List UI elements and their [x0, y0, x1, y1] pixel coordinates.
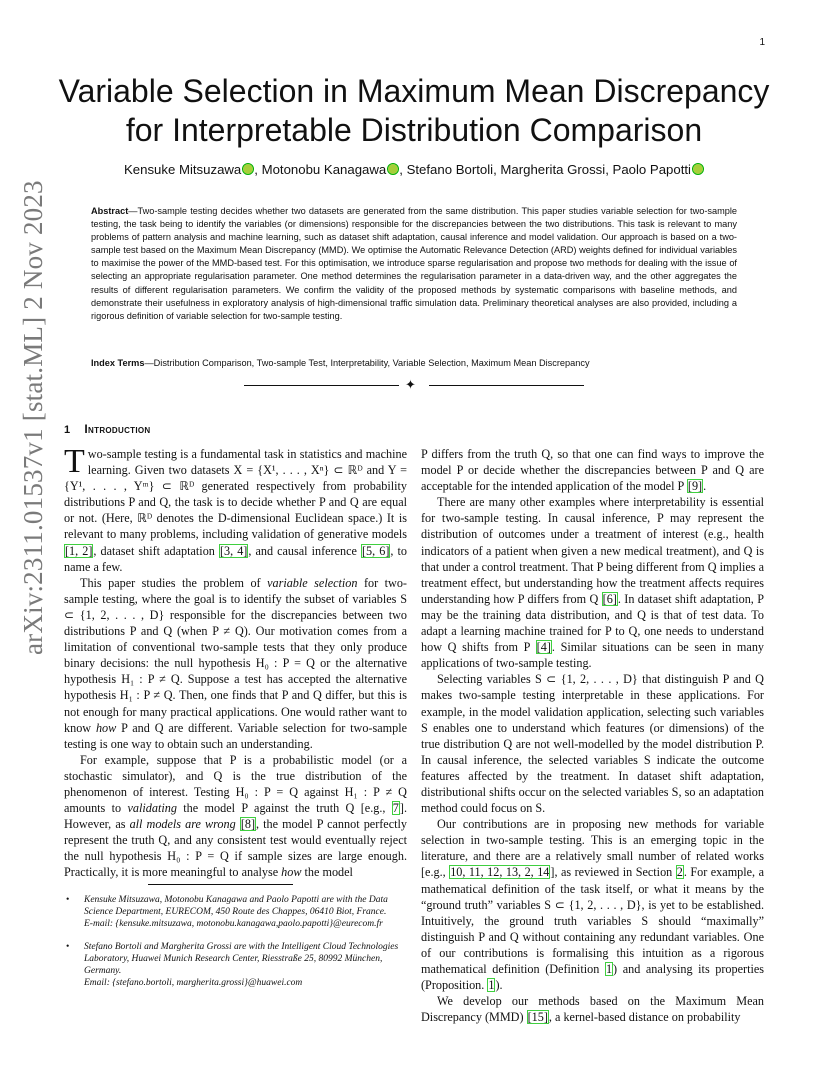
emphasis: how: [95, 720, 117, 735]
index-terms-text: —Distribution Comparison, Two-sample Test, Interpretability, Variable Selection, Maximum Mean Discrepancy: [144, 358, 590, 368]
orcid-icon[interactable]: [243, 164, 253, 174]
emphasis: how: [281, 865, 302, 880]
definition-link[interactable]: 1: [605, 962, 613, 976]
author-name: , Stefano Bortoli, Margherita Grossi, Paolo Papotti: [399, 162, 691, 177]
emphasis: variable selection: [267, 575, 358, 590]
citation-link[interactable]: [15]: [527, 1010, 548, 1025]
footnotes: [64, 894, 414, 999]
paragraph: Selecting variables S ⊂ {1, 2, . . . , D} that distinguish P and Q makes two-sample testing interpretable in these applications. For example, in the model validation application, selecting such variables S enables one to understand which features (or dimensions) of the true distribution Q are not well-modelled by the model distribution P. In causal inference, the selected variables S indicate the outcome features affected by the treatment. In dataset shift adaptation, distributional shifts occur on the selected variables S, so an adaptation method could focus on S.: [421, 672, 764, 816]
footnote-text: Kensuke Mitsuzawa, Motonobu Kanagawa and Paolo Papotti are with the Data Science Department, EURECOM, 450 Route des Chappes, 06410 Biot, France.: [84, 895, 388, 918]
footnote-affiliation: [64, 894, 414, 931]
footnote-rule: [148, 884, 293, 885]
orcid-icon[interactable]: [693, 164, 703, 174]
text: the model P against the truth Q [e.g.,: [176, 801, 392, 816]
citation-link[interactable]: 7: [392, 801, 399, 816]
paragraph: [64, 443, 407, 575]
paragraph: [421, 446, 764, 494]
author-list: [0, 162, 828, 177]
text: the model: [301, 865, 353, 880]
author-name: Kensuke Mitsuzawa: [123, 162, 242, 177]
citation-link[interactable]: [1, 2]: [65, 543, 93, 558]
paragraph: [421, 494, 764, 671]
proposition-link[interactable]: 1: [488, 978, 495, 993]
text: for two-sample testing, where the goal is to identify the subset of variables S ⊂ {1, 2, . . . , D} responsible for the discrepancies between two distributions P and Q (when P ≠ Q). Our motivation comes from a limitation of conventional two-sample tests that they only produce binary decisions: the null hypothesis H₀ : P = Q or the alternative hypothesis H₁ : P ≠ Q. Suppose a test has accepted the alternative hypothesis H₁ : P ≠ Q. Then, one finds that P and Q differ, but this is not enough for many practical applications. One would rather want to know: [64, 575, 407, 735]
abstract: [91, 205, 737, 323]
emphasis: validating: [127, 801, 177, 816]
abstract-text: —Two-sample testing decides whether two datasets are generated from the same distribution. This paper studies variable selection for two-sample testing, the task being to identify the variables (or dimensions) responsible for the discrepancies between the two distributions. This task is relevant to many problems of pattern analysis and machine learning, such as dataset shift adaptation, causal inference and model validation. Our approach is based on a two-sample test based on the Maximum Mean Discrepancy (MMD). We optimise the Automatic Relevance Detection (ARD) weights defined for individual variables to maximise the power of the MMD-based test. For this optimisation, we introduce sparse regularisation and propose two methods for dealing with the issue of selecting an appropriate regularisation parameter. One method determines the regularisation parameter in a data-driven way, and the other aggregates the results of different regularisation parameters. We confirm the validity of the proposed methods by systematic comparisons with baseline methods, and demonstrate their usefulness in exploratory analysis of high-dimensional traffic simulation data. Preliminary theoretical analyses are also provided, including a rigorous definition of variable selection for two-sample testing.: [91, 206, 737, 321]
text: , a kernel-based distance on probability: [548, 1010, 741, 1025]
right-column: [421, 446, 764, 1025]
text: P differs from the truth Q, so that one can find ways to improve the model P or decide whether the discrepancies between P and Q are acceptable for the intended application of the model P: [421, 447, 764, 494]
star-icon: ✦: [405, 377, 416, 392]
text: ).: [495, 978, 503, 993]
text: wo-sample testing is a fundamental task in statistics and machine learning. Given two datasets X = {X¹, . . . , Xⁿ} ⊂ ℝᴰ and Y = {Y¹, . . . , Yᵐ} ⊂ ℝᴰ generated respectively from probability distributions P and Q, the task is to decide whether P and Q are equal or not. (Here, ℝᴰ denotes the D-dimensional Euclidean space.) It is relevant to many problems, including validation of generative models: [64, 447, 407, 542]
text: P and Q are different. Variable selection for two-sample testing is one way to obtain such an understanding.: [64, 720, 407, 751]
section-number: 1: [64, 424, 71, 436]
text: . Similar situations can be seen in many applications of two-sample testing.: [421, 640, 765, 671]
bullet: •: [66, 895, 70, 905]
title-line-1: Variable Selection in Maximum Mean Discrepancy: [58, 73, 770, 109]
section-title: Introduction: [84, 422, 151, 436]
drop-cap: T: [64, 443, 85, 480]
paper-title: [0, 72, 828, 150]
index-terms: [91, 358, 737, 368]
orcid-icon[interactable]: [388, 164, 398, 174]
arxiv-side-identifier[interactable]: arXiv:2311.01537v1 [stat.ML] 2 Nov 2023: [18, 180, 48, 655]
citation-link[interactable]: 10, 11, 12, 13, 2, 14: [450, 865, 550, 880]
author-name: , Motonobu Kanagawa: [254, 162, 387, 177]
citation-link[interactable]: [5, 6]: [361, 543, 390, 558]
divider-line: [244, 385, 399, 386]
footnote-text: Stefano Bortoli and Margherita Grossi are with the Intelligent Cloud Technologies Laboratory, Huawei Munich Research Center, Riesstraße 25, 80992 München, Germany.: [84, 941, 399, 977]
text: We develop our methods based on the Maximum Mean Discrepancy (MMD): [421, 994, 764, 1025]
text: . For example, a mathematical definition of the task itself, or what it means by the “ground truth” variables S ⊂ {1, 2, . . . , D}, is yet to be established. Intuitively, the ground truth variables S should “maximally” distinguish P and Q without containing any redundant variables. One of our contributions is formalising this intuition as a rigorous mathematical definition (Definition: [421, 865, 764, 976]
paragraph: [421, 816, 764, 993]
text: ], as reviewed in Section: [550, 865, 676, 880]
emphasis: all models are wrong: [129, 817, 236, 832]
title-line-2: for Interpretable Distribution Comparison: [125, 112, 703, 148]
index-terms-label: Index Terms: [91, 358, 145, 368]
footnote-affiliation: [64, 941, 414, 990]
citation-link[interactable]: [8]: [240, 817, 256, 832]
footnote-email: Email: {stefano.bortoli, margherita.grossi}@huawei.com: [84, 978, 303, 989]
page-number: 1: [759, 37, 765, 48]
text: This paper studies the problem of: [80, 575, 268, 590]
text: There are many other examples where interpretability is essential for two-sample testing. In causal inference, P may represent the distribution of outcomes under a treatment of interest (e.g., health indicators of a patient when given a new medical treatment), and Q is that under a control treatment. That P being different from Q implies a treatment effect, but understanding how the treatment affects requires understanding how P differs from Q: [421, 495, 764, 606]
text: ]. However, as: [64, 801, 407, 832]
citation-link[interactable]: [4]: [536, 640, 551, 655]
section-divider: [244, 378, 584, 392]
bullet: •: [66, 941, 70, 952]
text: .: [703, 479, 707, 494]
text: For example, suppose that P is a probabilistic model (or a stochastic simulator), and Q is the true distribution of the phenomenon of interest. Testing H₀ : P = Q against H₁ : P ≠ Q amounts to: [64, 752, 407, 816]
text: , to name a few.: [64, 543, 407, 574]
left-column: [64, 443, 407, 881]
text: , the model P cannot perfectly represent the truth Q, and any consistent test would eventually reject the null hypothesis H₀ : P = Q if sample sizes are large enough. Practically, it is more meaningful to analyse: [64, 817, 407, 880]
section-link[interactable]: 2: [676, 865, 683, 880]
citation-link[interactable]: [9]: [687, 479, 703, 494]
abstract-label: Abstract: [91, 206, 129, 216]
text: , dataset shift adaptation: [93, 543, 219, 558]
divider-line: [429, 385, 584, 386]
text: Our contributions are in proposing new methods for variable selection in two-sample testing. This is an emerging topic in the literature, and there are a relatively small number of related works [e.g.,: [421, 817, 764, 880]
footnote-email: E-mail: {kensuke.mitsuzawa, motonobu.kanagawa,paolo.papotti}@eurecom.fr: [84, 919, 383, 930]
text: . In dataset shift adaptation, P may be the training data distribution, and Q is that of test data. To adapt a learning machine trained for P to Q, one needs to understand how Q shifts from P: [421, 591, 764, 655]
text: , and causal inference: [248, 543, 361, 558]
section-heading: [64, 422, 150, 436]
paragraph: [421, 993, 764, 1025]
citation-link[interactable]: [6]: [602, 591, 617, 606]
text: ) and analysing its properties (Proposition.: [421, 962, 764, 993]
citation-link[interactable]: [3, 4]: [219, 543, 248, 558]
paragraph: [64, 575, 407, 752]
paragraph: [64, 752, 407, 881]
